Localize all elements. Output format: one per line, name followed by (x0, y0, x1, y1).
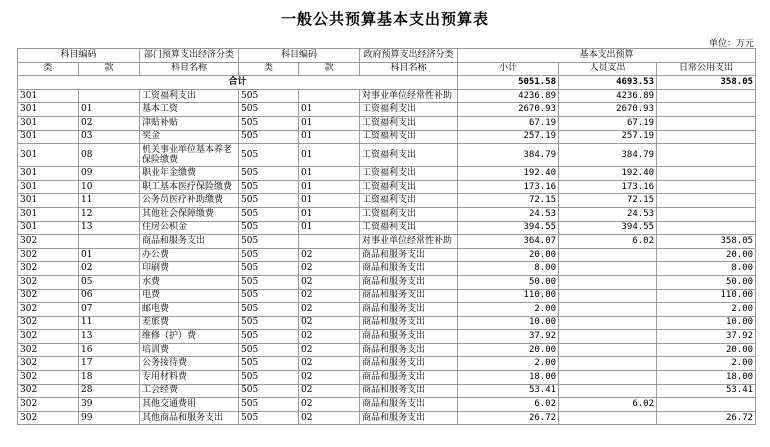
cell-public (657, 167, 756, 181)
table-row (18, 411, 756, 425)
cell-subtotal: 37.92 (458, 330, 559, 344)
cell-kuan: 10 (79, 180, 140, 194)
cell-subtotal: 24.53 (458, 207, 559, 221)
cell-subject-name: 水费 (140, 275, 239, 289)
cell-kuan: 39 (79, 398, 140, 412)
cell-gov-lei: 505 (239, 144, 299, 167)
table-row (18, 371, 756, 385)
cell-subtotal: 67.19 (458, 116, 559, 130)
total-public: 358.05 (657, 76, 756, 90)
cell-personnel: 384.79 (559, 144, 657, 167)
cell-public (657, 194, 756, 208)
cell-gov-lei: 505 (239, 275, 299, 289)
total-subtotal: 5051.58 (458, 76, 559, 90)
cell-public (657, 207, 756, 221)
cell-gov-lei: 505 (239, 262, 299, 276)
cell-gov-lei: 505 (239, 207, 299, 221)
cell-kuan: 09 (79, 167, 140, 181)
cell-lei: 302 (18, 262, 79, 276)
cell-subtotal: 53.41 (458, 384, 559, 398)
cell-kuan: 28 (79, 384, 140, 398)
table-row (18, 116, 756, 130)
cell-gov-lei: 505 (239, 357, 299, 371)
cell-gov-name: 工资福利支出 (360, 167, 458, 181)
cell-personnel (559, 316, 657, 330)
cell-kuan: 17 (79, 357, 140, 371)
cell-kuan: 16 (79, 343, 140, 357)
header-subject-code: 科目编码 (18, 49, 140, 63)
cell-gov-name: 工资福利支出 (360, 144, 458, 167)
cell-kuan: 99 (79, 411, 140, 425)
cell-subtotal: 110.00 (458, 289, 559, 303)
cell-gov-kuan: 02 (299, 248, 360, 262)
cell-kuan: 13 (79, 330, 140, 344)
cell-subtotal: 2.00 (458, 303, 559, 317)
cell-subject-name: 工会经费 (140, 384, 239, 398)
table-row (18, 89, 756, 103)
cell-public (657, 398, 756, 412)
table-row (18, 180, 756, 194)
cell-gov-name: 工资福利支出 (360, 116, 458, 130)
cell-gov-name: 工资福利支出 (360, 221, 458, 235)
table-row (18, 357, 756, 371)
cell-gov-kuan: 01 (299, 144, 360, 167)
cell-personnel (559, 371, 657, 385)
cell-subject-name: 公务员医疗补助缴费 (140, 194, 239, 208)
cell-subject-name: 维修（护）费 (140, 330, 239, 344)
cell-kuan: 01 (79, 103, 140, 117)
cell-personnel: 4236.89 (559, 89, 657, 103)
cell-subject-name: 住房公积金 (140, 221, 239, 235)
cell-public: 37.92 (657, 330, 756, 344)
header-lei-2: 类 (239, 62, 299, 76)
cell-subject-name: 电费 (140, 289, 239, 303)
cell-subtotal: 18.00 (458, 371, 559, 385)
cell-kuan: 13 (79, 221, 140, 235)
cell-subject-name: 差旅费 (140, 316, 239, 330)
table-row (18, 221, 756, 235)
cell-kuan: 01 (79, 248, 140, 262)
table-row (18, 330, 756, 344)
cell-subtotal: 394.55 (458, 221, 559, 235)
table-row (18, 194, 756, 208)
cell-personnel (559, 248, 657, 262)
cell-lei: 302 (18, 316, 79, 330)
cell-gov-name: 商品和服务支出 (360, 330, 458, 344)
cell-subject-name: 基本工资 (140, 103, 239, 117)
cell-public (657, 89, 756, 103)
cell-gov-lei: 505 (239, 289, 299, 303)
page-title: 一般公共预算基本支出预算表 (280, 10, 489, 28)
cell-subtotal: 4236.89 (458, 89, 559, 103)
cell-gov-kuan (299, 235, 360, 249)
cell-personnel: 394.55 (559, 221, 657, 235)
table-row (18, 275, 756, 289)
cell-gov-lei: 505 (239, 167, 299, 181)
cell-lei: 302 (18, 289, 79, 303)
cell-lei: 301 (18, 194, 79, 208)
cell-subject-name: 办公费 (140, 248, 239, 262)
total-label: 合计 (18, 76, 458, 90)
cell-gov-lei: 505 (239, 303, 299, 317)
cell-lei: 302 (18, 275, 79, 289)
cell-gov-lei: 505 (239, 316, 299, 330)
cell-public (657, 221, 756, 235)
header-subject-name: 科目名称 (140, 62, 239, 76)
cell-gov-kuan: 01 (299, 116, 360, 130)
cell-personnel (559, 411, 657, 425)
cell-gov-kuan: 02 (299, 411, 360, 425)
cell-gov-name: 商品和服务支出 (360, 262, 458, 276)
cell-gov-lei: 505 (239, 330, 299, 344)
cell-gov-kuan: 01 (299, 167, 360, 181)
cell-public (657, 116, 756, 130)
cell-kuan: 07 (79, 303, 140, 317)
cell-gov-name: 商品和服务支出 (360, 398, 458, 412)
cell-public: 358.05 (657, 235, 756, 249)
cell-gov-lei: 505 (239, 221, 299, 235)
cell-personnel (559, 343, 657, 357)
cell-kuan: 12 (79, 207, 140, 221)
cell-public: 110.00 (657, 289, 756, 303)
cell-gov-lei: 505 (239, 235, 299, 249)
header-public: 日常公用支出 (657, 62, 756, 76)
cell-public (657, 180, 756, 194)
cell-gov-lei: 505 (239, 194, 299, 208)
cell-kuan: 18 (79, 371, 140, 385)
cell-kuan: 06 (79, 289, 140, 303)
cell-public (657, 144, 756, 167)
cell-public: 26.72 (657, 411, 756, 425)
cell-subtotal: 20.00 (458, 248, 559, 262)
cell-public: 20.00 (657, 343, 756, 357)
cell-personnel: 173.16 (559, 180, 657, 194)
cell-gov-kuan: 01 (299, 180, 360, 194)
cell-kuan: 05 (79, 275, 140, 289)
cell-subtotal: 257.19 (458, 130, 559, 144)
cell-lei: 302 (18, 411, 79, 425)
cell-personnel: 6.02 (559, 398, 657, 412)
cell-subject-name: 其他社会保障缴费 (140, 207, 239, 221)
cell-gov-lei: 505 (239, 180, 299, 194)
cell-subject-name: 其他交通费用 (140, 398, 239, 412)
cell-lei: 301 (18, 221, 79, 235)
cell-personnel (559, 357, 657, 371)
cell-personnel: 2670.93 (559, 103, 657, 117)
cell-gov-name: 对事业单位经常性补助 (360, 89, 458, 103)
cell-gov-name: 商品和服务支出 (360, 248, 458, 262)
cell-gov-lei: 505 (239, 384, 299, 398)
cell-lei: 302 (18, 371, 79, 385)
cell-gov-lei: 505 (239, 343, 299, 357)
header-dept-econ: 部门预算支出经济分类 (140, 49, 239, 63)
cell-gov-lei: 505 (239, 130, 299, 144)
cell-gov-name: 工资福利支出 (360, 194, 458, 208)
cell-lei: 302 (18, 235, 79, 249)
cell-personnel: 6.02 (559, 235, 657, 249)
table-row (18, 384, 756, 398)
cell-personnel (559, 384, 657, 398)
cell-gov-name: 对事业单位经常性补助 (360, 235, 458, 249)
cell-personnel: 257.19 (559, 130, 657, 144)
header-basic-budget: 基本支出预算 (458, 49, 756, 63)
header-row-2 (18, 62, 756, 76)
cell-subject-name: 机关事业单位基本养老保险缴费 (140, 144, 239, 167)
cell-subject-name: 商品和服务支出 (140, 235, 239, 249)
cell-subject-name: 工资福利支出 (140, 89, 239, 103)
cell-gov-kuan: 02 (299, 316, 360, 330)
unit-label: 单位：万元 (708, 39, 754, 49)
cell-lei: 301 (18, 144, 79, 167)
cell-subject-name: 印刷费 (140, 262, 239, 276)
header-personnel: 人员支出 (559, 62, 657, 76)
cell-public: 50.00 (657, 275, 756, 289)
cell-kuan: 02 (79, 116, 140, 130)
cell-personnel (559, 262, 657, 276)
header-kuan: 款 (79, 62, 140, 76)
cell-subtotal: 20.00 (458, 343, 559, 357)
header-subject-name-2: 科目名称 (360, 62, 458, 76)
cell-gov-kuan: 01 (299, 207, 360, 221)
cell-lei: 302 (18, 357, 79, 371)
cell-subject-name: 公务接待费 (140, 357, 239, 371)
table-row (18, 398, 756, 412)
cell-lei: 301 (18, 167, 79, 181)
cell-gov-name: 商品和服务支出 (360, 384, 458, 398)
cell-lei: 302 (18, 384, 79, 398)
cell-personnel (559, 330, 657, 344)
header-lei: 类 (18, 62, 79, 76)
cell-subtotal: 364.07 (458, 235, 559, 249)
cell-gov-kuan: 01 (299, 221, 360, 235)
cell-personnel (559, 303, 657, 317)
cell-subtotal: 50.00 (458, 275, 559, 289)
cell-personnel: 192.40 (559, 167, 657, 181)
cell-gov-name: 工资福利支出 (360, 207, 458, 221)
cell-gov-name: 工资福利支出 (360, 103, 458, 117)
cell-gov-kuan: 02 (299, 343, 360, 357)
cell-subject-name: 邮电费 (140, 303, 239, 317)
cell-gov-kuan: 02 (299, 384, 360, 398)
cell-gov-name: 商品和服务支出 (360, 275, 458, 289)
cell-lei: 302 (18, 303, 79, 317)
cell-public (657, 130, 756, 144)
cell-gov-kuan: 02 (299, 371, 360, 385)
cell-gov-name: 工资福利支出 (360, 180, 458, 194)
cell-kuan: 03 (79, 130, 140, 144)
header-subject-code-2: 科目编码 (239, 49, 360, 63)
cell-subtotal: 6.02 (458, 398, 559, 412)
table-row (18, 144, 756, 167)
cell-subject-name: 津贴补贴 (140, 116, 239, 130)
cell-kuan: 11 (79, 316, 140, 330)
cell-kuan: 08 (79, 144, 140, 167)
cell-public: 2.00 (657, 303, 756, 317)
cell-lei: 301 (18, 207, 79, 221)
cell-subtotal: 26.72 (458, 411, 559, 425)
cell-public: 8.00 (657, 262, 756, 276)
cell-gov-name: 商品和服务支出 (360, 316, 458, 330)
cell-personnel: 72.15 (559, 194, 657, 208)
cell-lei: 302 (18, 330, 79, 344)
cell-lei: 301 (18, 130, 79, 144)
cell-subject-name: 培训费 (140, 343, 239, 357)
cell-gov-kuan: 01 (299, 103, 360, 117)
cell-gov-kuan: 02 (299, 330, 360, 344)
cell-subject-name: 专用材料费 (140, 371, 239, 385)
cell-gov-lei: 505 (239, 116, 299, 130)
cell-gov-name: 商品和服务支出 (360, 289, 458, 303)
cell-public: 20.00 (657, 248, 756, 262)
cell-subject-name: 职工基本医疗保险缴费 (140, 180, 239, 194)
cell-gov-name: 工资福利支出 (360, 130, 458, 144)
budget-table (17, 48, 756, 425)
cell-public: 18.00 (657, 371, 756, 385)
header-subtotal: 小计 (458, 62, 559, 76)
cell-kuan (79, 89, 140, 103)
table-row (18, 303, 756, 317)
table-row (18, 235, 756, 249)
cell-gov-lei: 505 (239, 103, 299, 117)
cell-gov-lei: 505 (239, 411, 299, 425)
cell-personnel (559, 289, 657, 303)
cell-subtotal: 192.40 (458, 167, 559, 181)
cell-kuan: 11 (79, 194, 140, 208)
table-body (18, 89, 756, 425)
cell-subject-name: 其他商品和服务支出 (140, 411, 239, 425)
total-row (18, 76, 756, 90)
table-row (18, 103, 756, 117)
cell-lei: 302 (18, 398, 79, 412)
cell-subtotal: 8.00 (458, 262, 559, 276)
cell-lei: 301 (18, 103, 79, 117)
header-kuan-2: 款 (299, 62, 360, 76)
table-row (18, 316, 756, 330)
cell-lei: 301 (18, 180, 79, 194)
cell-subject-name: 职业年金缴费 (140, 167, 239, 181)
cell-personnel: 67.19 (559, 116, 657, 130)
cell-subtotal: 72.15 (458, 194, 559, 208)
cell-gov-kuan: 02 (299, 289, 360, 303)
cell-gov-name: 商品和服务支出 (360, 357, 458, 371)
table-row (18, 130, 756, 144)
cell-gov-kuan: 01 (299, 130, 360, 144)
cell-gov-lei: 505 (239, 248, 299, 262)
cell-lei: 302 (18, 343, 79, 357)
cell-public: 10.00 (657, 316, 756, 330)
cell-lei: 301 (18, 89, 79, 103)
cell-public (657, 103, 756, 117)
table-row (18, 343, 756, 357)
cell-subtotal: 10.00 (458, 316, 559, 330)
table-row (18, 167, 756, 181)
table-row (18, 248, 756, 262)
cell-kuan (79, 235, 140, 249)
cell-gov-kuan: 02 (299, 357, 360, 371)
cell-gov-name: 商品和服务支出 (360, 343, 458, 357)
cell-public: 53.41 (657, 384, 756, 398)
cell-gov-kuan: 01 (299, 194, 360, 208)
cell-gov-kuan (299, 89, 360, 103)
cell-gov-name: 商品和服务支出 (360, 303, 458, 317)
cell-subtotal: 2670.93 (458, 103, 559, 117)
cell-gov-kuan: 02 (299, 262, 360, 276)
total-personnel: 4693.53 (559, 76, 657, 90)
cell-lei: 302 (18, 248, 79, 262)
header-gov-econ: 政府预算支出经济分类 (360, 49, 458, 63)
cell-subject-name: 奖金 (140, 130, 239, 144)
cell-gov-kuan: 02 (299, 398, 360, 412)
cell-subtotal: 384.79 (458, 144, 559, 167)
cell-gov-name: 商品和服务支出 (360, 411, 458, 425)
header-row-1 (18, 49, 756, 63)
table-row (18, 289, 756, 303)
cell-subtotal: 173.16 (458, 180, 559, 194)
cell-gov-lei: 505 (239, 371, 299, 385)
table-row (18, 207, 756, 221)
cell-personnel: 24.53 (559, 207, 657, 221)
cell-subtotal: 2.00 (458, 357, 559, 371)
cell-public: 2.00 (657, 357, 756, 371)
cell-kuan: 02 (79, 262, 140, 276)
cell-lei: 301 (18, 116, 79, 130)
cell-gov-kuan: 02 (299, 275, 360, 289)
cell-gov-name: 商品和服务支出 (360, 371, 458, 385)
table-row (18, 262, 756, 276)
cell-gov-kuan: 02 (299, 303, 360, 317)
cell-personnel (559, 275, 657, 289)
cell-gov-lei: 505 (239, 398, 299, 412)
cell-gov-lei: 505 (239, 89, 299, 103)
